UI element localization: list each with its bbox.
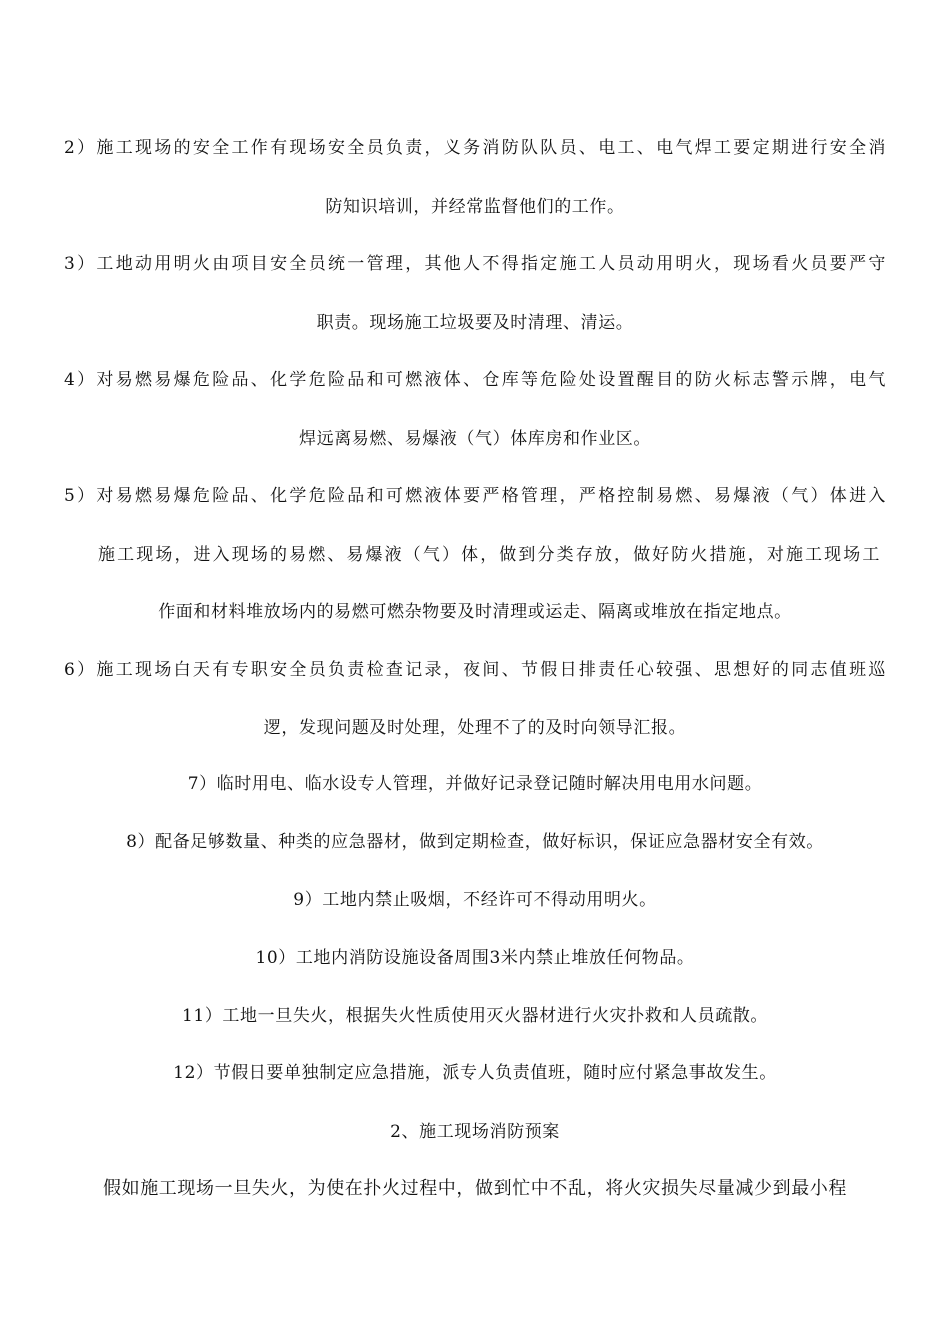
item-12: 12）节假日要单独制定应急措施，派专人负责值班，随时应付紧急事故发生。: [173, 1063, 777, 1083]
item-9: 9）工地内禁止吸烟，不经许可不得动用明火。: [293, 890, 657, 910]
closing-paragraph: 假如施工现场一旦失火，为使在扑火过程中，做到忙中不乱，将火灾损失尽量减少到最小程: [103, 1178, 847, 1199]
item-5-line-3: 作面和材料堆放场内的易燃可燃杂物要及时清理或运走、隔离或堆放在指定地点。: [158, 602, 792, 622]
item-2-line-2: 防知识培训，并经常监督他们的工作。: [325, 197, 625, 217]
section-heading: 2、施工现场消防预案: [390, 1122, 560, 1142]
item-6-line-2: 逻，发现问题及时处理，处理不了的及时向领导汇报。: [263, 718, 687, 738]
item-5-line-1: 5）对易燃易爆危险品、化学危险品和可燃液体要严格管理，严格控制易燃、易爆液（气）体进入: [64, 486, 886, 506]
item-10: 10）工地内消防设施设备周围3米内禁止堆放任何物品。: [255, 948, 695, 968]
item-3-line-2: 职责。现场施工垃圾要及时清理、清运。: [316, 313, 634, 333]
item-8: 8）配备足够数量、种类的应急器材，做到定期检查，做好标识，保证应急器材安全有效。: [126, 832, 824, 852]
item-7: 7）临时用电、临水设专人管理，并做好记录登记随时解决用电用水问题。: [187, 774, 763, 794]
item-5-line-2: 施工现场，进入现场的易燃、易爆液（气）体，做到分类存放，做好防火措施，对施工现场工: [98, 545, 880, 565]
item-4-line-1: 4）对易燃易爆危险品、化学危险品和可燃液体、仓库等危险处设置醒目的防火标志警示牌，电气: [64, 370, 886, 390]
item-3-line-1: 3）工地动用明火由项目安全员统一管理，其他人不得指定施工人员动用明火，现场看火员要严守: [64, 254, 886, 274]
item-2-line-1: 2）施工现场的安全工作有现场安全员负责，义务消防队队员、电工、电气焊工要定期进行安全消: [64, 138, 886, 158]
item-6-line-1: 6）施工现场白天有专职安全员负责检查记录，夜间、节假日排责任心较强、思想好的同志值班巡: [64, 660, 886, 680]
item-4-line-2: 焊远离易燃、易爆液（气）体库房和作业区。: [299, 429, 651, 449]
item-11: 11）工地一旦失火，根据失火性质使用灭火器材进行火灾扑救和人员疏散。: [181, 1006, 769, 1026]
